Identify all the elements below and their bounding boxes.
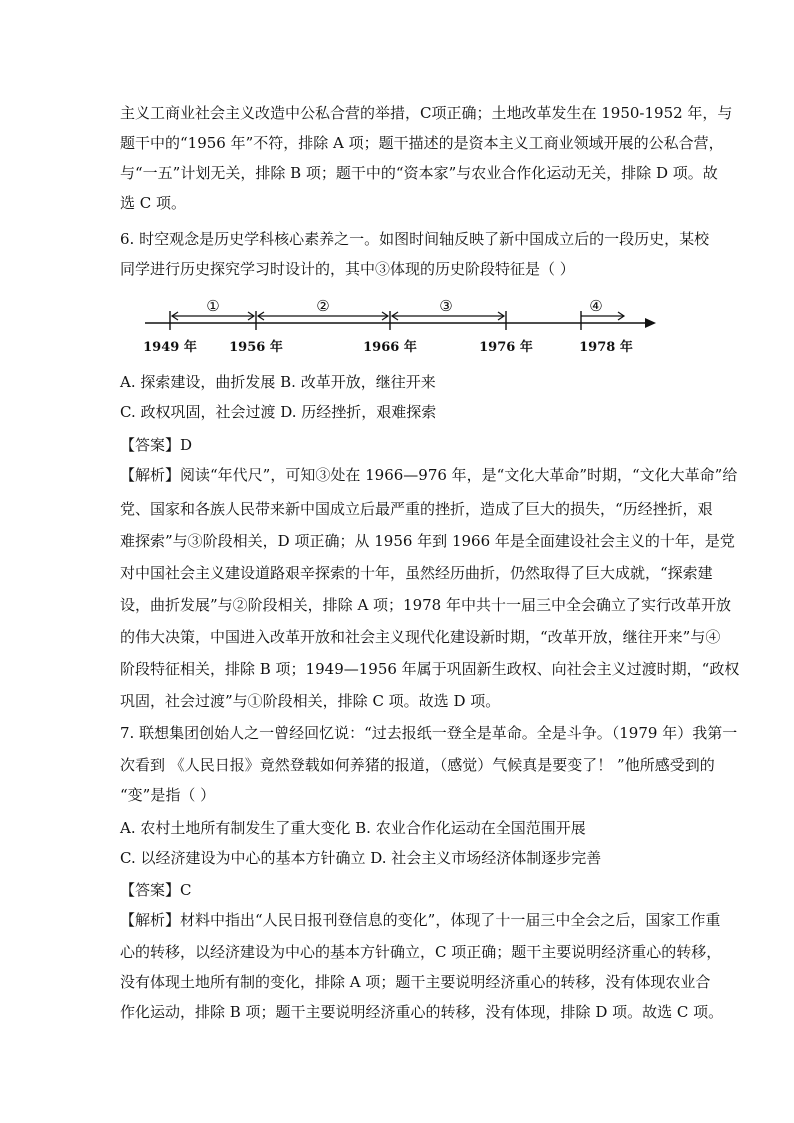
text-line: 与“一五”计划无关，排除 B 项；题干中的“资本家”与农业合作化运动无关，排除 D 项。故: [120, 164, 718, 182]
analysis-line: 巩固，社会过渡”与①阶段相关，排除 C 项。故选 D 项。: [120, 692, 501, 710]
question-6-line: 6. 时空观念是历史学科核心素养之一。如图时间轴反映了新中国成立后的一段历史，某校: [120, 230, 710, 248]
analysis-line: 对中国社会主义建设道路艰辛探索的十年，虽然经历曲折，仍然取得了巨大成就，“探索建: [120, 564, 713, 582]
question-6-line: 同学进行历史探究学习时设计的，其中③体现的历史阶段特征是（ ）: [120, 260, 575, 278]
question-7-line: 次看到 《人民日报》竟然登载如何养猪的报道，（感觉）气候真是要变了！ ”他所感受到的: [120, 756, 715, 774]
analysis-line: 【解析】阅读“年代尺”，可知③处在 1966—976 年，是“文化大革命”时期，“文化大革命”给: [120, 466, 738, 484]
analysis-line: 难探索”与③阶段相关，D 项正确；从 1956 年到 1966 年是全面建设社会主义的十年，是党: [120, 532, 735, 550]
stage-label-4: ④: [589, 297, 603, 315]
text-line: 题干中的“1956 年”不符，排除 A 项；题干描述的是资本主义工商业领域开展的公私合营，: [120, 134, 724, 152]
question-7-line: “变”是指（ ）: [120, 786, 216, 804]
stage-label-1: ①: [206, 297, 220, 315]
text-line: 主义工商业社会主义改造中公私合营的举措，C项正确；土地改革发生在 1950-1952 年，与: [120, 104, 733, 122]
option-line: C. 以经济建设为中心的基本方针确立 D. 社会主义市场经济体制逐步完善: [120, 849, 602, 867]
year-label: 1956 年: [229, 340, 283, 355]
analysis-line: 的伟大决策，中国进入改革开放和社会主义现代化建设新时期，“改革开放，继往开来”与④: [120, 628, 721, 646]
analysis-line: 【解析】材料中指出“人民日报刊登信息的变化”，体现了十一届三中全会之后，国家工作重: [120, 911, 721, 929]
year-label: 1978 年: [579, 340, 633, 355]
year-label: 1966 年: [363, 340, 417, 355]
stage-label-3: ③: [439, 297, 453, 315]
analysis-line: 没有体现土地所有制的变化，排除 A 项；题干主要说明经济重心的转移，没有体现农业合: [120, 973, 711, 991]
question-7-line: 7. 联想集团创始人之一曾经回忆说：“过去报纸一登全是革命。全是斗争。（1979 年）我第一: [120, 724, 738, 742]
stage-label-2: ②: [316, 297, 330, 315]
option-line: A. 农村土地所有制发生了重大变化 B. 农业合作化运动在全国范围开展: [120, 819, 586, 837]
analysis-line: 阶段特征相关，排除 B 项；1949—1956 年属于巩固新生政权、向社会主义过渡时期，“政权: [120, 660, 740, 678]
analysis-line: 设，曲折发展”与②阶段相关，排除 A 项；1978 年中共十一届三中全会确立了实行改革开放: [120, 596, 731, 614]
analysis-line: 作化运动，排除 B 项；题干主要说明经济重心的转移，没有体现，排除 D 项。故选 C 项。: [120, 1003, 724, 1021]
answer-label: 【答案】C: [120, 881, 192, 899]
timeline-figure: [140, 290, 660, 360]
option-line: A. 探索建设，曲折发展 B. 改革开放，继往开来: [120, 373, 436, 391]
year-label: 1949 年: [143, 340, 197, 355]
timeline-arrowhead: [645, 318, 656, 328]
option-line: C. 政权巩固，社会过渡 D. 历经挫折，艰难探索: [120, 403, 437, 421]
year-label: 1976 年: [479, 340, 533, 355]
analysis-line: 心的转移，以经济建设为中心的基本方针确立，C 项正确；题干主要说明经济重心的转移，: [120, 943, 722, 961]
answer-label: 【答案】D: [120, 436, 193, 454]
analysis-line: 党、国家和各族人民带来新中国成立后最严重的挫折，造成了巨大的损失，“历经挫折，艰: [120, 500, 713, 518]
text-line: 选 C 项。: [120, 194, 187, 212]
